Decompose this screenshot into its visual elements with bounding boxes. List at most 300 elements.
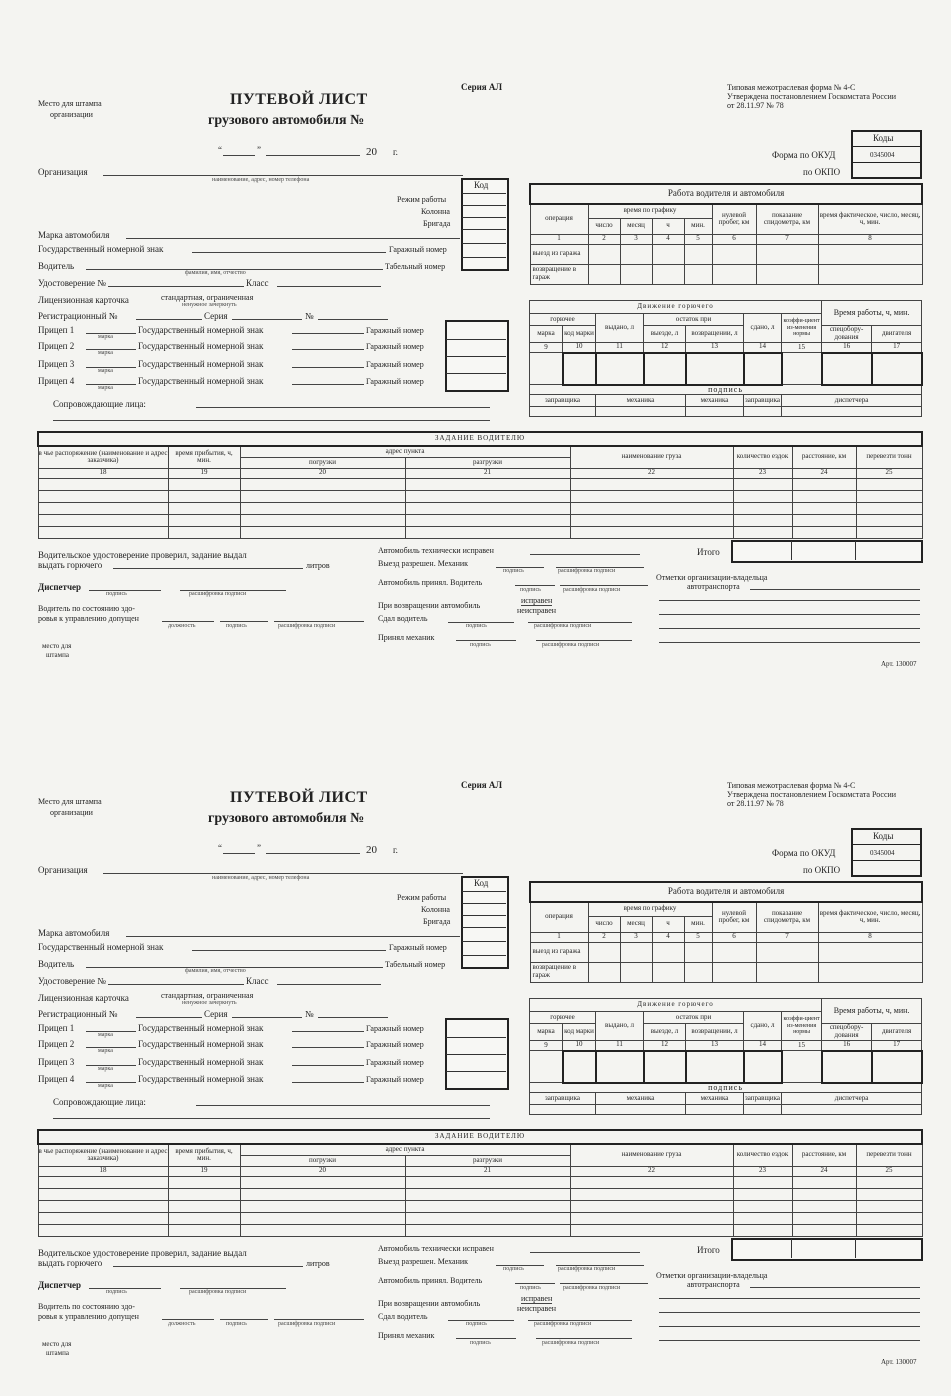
- marks-line-5[interactable]: [659, 642, 920, 643]
- accepted-mech-decode[interactable]: [536, 1338, 632, 1339]
- cell[interactable]: [652, 244, 684, 264]
- dispatcher-sig-hint: подпись: [106, 591, 127, 597]
- col-fuel-brand: марка: [530, 1024, 563, 1041]
- task-cell[interactable]: [405, 502, 570, 514]
- task-cell[interactable]: [733, 1188, 792, 1200]
- task-cell[interactable]: [792, 478, 856, 490]
- work-mode-label: Режим работы: [397, 195, 447, 204]
- license-card-value[interactable]: стандартная, ограниченная: [161, 293, 254, 302]
- class-field[interactable]: [277, 984, 381, 985]
- task-cell[interactable]: [38, 478, 168, 490]
- cell[interactable]: [596, 1105, 686, 1115]
- ok-option[interactable]: исправен: [521, 1294, 553, 1303]
- license-label: Удостоверение №: [38, 278, 106, 288]
- trailer-state-number-field[interactable]: [292, 1065, 364, 1066]
- exit-decode-hint: расшифровка подписи: [558, 568, 616, 574]
- task-cell[interactable]: [38, 1212, 168, 1224]
- task-cell[interactable]: [856, 514, 922, 526]
- cell[interactable]: [782, 1051, 822, 1083]
- task-cell[interactable]: [792, 1200, 856, 1212]
- cell[interactable]: [563, 353, 596, 385]
- marks-line-1[interactable]: [750, 1287, 920, 1288]
- cell[interactable]: [530, 1105, 596, 1115]
- task-cell[interactable]: [168, 1176, 240, 1188]
- state-number-field[interactable]: [192, 950, 386, 951]
- col-number: 14: [744, 1041, 782, 1051]
- task-cell[interactable]: [856, 526, 922, 538]
- task-cell[interactable]: [168, 478, 240, 490]
- task-cell[interactable]: [733, 1224, 792, 1236]
- position-hint: должность: [168, 623, 196, 629]
- task-cell[interactable]: [570, 514, 733, 526]
- col-number: 11: [596, 1041, 644, 1051]
- task-cell[interactable]: [570, 490, 733, 502]
- task-cell[interactable]: [570, 1176, 733, 1188]
- col-cargo: наименование груза: [570, 446, 733, 468]
- task-cell[interactable]: [792, 514, 856, 526]
- accept-decode-hint: расшифровка подписи: [563, 587, 621, 593]
- class-label: Класс: [246, 976, 269, 986]
- task-cell[interactable]: [792, 502, 856, 514]
- task-cell[interactable]: [856, 1188, 922, 1200]
- date-day-line[interactable]: [223, 155, 255, 156]
- total-box[interactable]: [731, 540, 923, 563]
- col-fuel: горючее: [530, 1012, 596, 1024]
- cell[interactable]: [620, 244, 652, 264]
- health-signature[interactable]: [220, 621, 268, 622]
- cell[interactable]: [684, 264, 712, 284]
- class-field[interactable]: [277, 286, 381, 287]
- escorts-field-2[interactable]: [53, 420, 490, 421]
- marks-line-3[interactable]: [659, 614, 920, 615]
- cell[interactable]: [620, 962, 652, 982]
- task-cell[interactable]: [240, 1212, 405, 1224]
- cell[interactable]: [644, 1051, 686, 1083]
- trailer-state-number-field[interactable]: [292, 1047, 364, 1048]
- col-number: 13: [686, 1041, 744, 1051]
- cell[interactable]: [818, 942, 922, 962]
- okud-value[interactable]: 0345004: [870, 849, 895, 857]
- car-brand-field[interactable]: [126, 238, 460, 239]
- task-cell[interactable]: [792, 1212, 856, 1224]
- date-month-line[interactable]: [266, 155, 360, 156]
- tech-ok-label: Автомобиль технически исправен: [378, 546, 494, 555]
- col-month: месяц: [620, 218, 652, 234]
- cell[interactable]: [744, 1051, 782, 1083]
- task-cell[interactable]: [856, 490, 922, 502]
- task-cell[interactable]: [168, 1200, 240, 1212]
- task-cell[interactable]: [405, 1188, 570, 1200]
- state-number-label: Государственный номерной знак: [38, 244, 164, 254]
- col-number: 17: [872, 343, 922, 353]
- task-cell[interactable]: [733, 1176, 792, 1188]
- col-actual-time: время фактическое, число, месяц, ч, мин.: [818, 902, 922, 932]
- health-signature[interactable]: [220, 1319, 268, 1320]
- task-cell[interactable]: [168, 514, 240, 526]
- task-cell[interactable]: [168, 490, 240, 502]
- cell[interactable]: [756, 962, 818, 982]
- task-cell[interactable]: [856, 1176, 922, 1188]
- not-ok-option[interactable]: неисправен: [517, 606, 557, 615]
- date-quote-open: “: [218, 843, 222, 853]
- cell[interactable]: [756, 244, 818, 264]
- task-cell[interactable]: [570, 1224, 733, 1236]
- organization-field[interactable]: [103, 175, 463, 176]
- task-cell[interactable]: [168, 526, 240, 538]
- task-cell[interactable]: [168, 1212, 240, 1224]
- position-hint: должность: [168, 1321, 196, 1327]
- task-cell[interactable]: [792, 1188, 856, 1200]
- trailer-state-number-label: Государственный номерной знак: [138, 341, 264, 351]
- series-field[interactable]: [232, 1017, 302, 1018]
- task-cell[interactable]: [240, 1176, 405, 1188]
- tech-ok-field[interactable]: [530, 554, 640, 555]
- health-label-2: ровья к управлению допущен: [38, 614, 139, 623]
- task-cell[interactable]: [570, 1212, 733, 1224]
- task-cell[interactable]: [856, 1224, 922, 1236]
- total-box[interactable]: [731, 1238, 923, 1261]
- car-accepted-signature[interactable]: [515, 585, 555, 586]
- health-decode[interactable]: [274, 1319, 364, 1320]
- organization-hint: наименование, адрес, номер телефона: [212, 177, 310, 183]
- col-fuel-code: код марки: [563, 1024, 596, 1041]
- cell[interactable]: [818, 244, 922, 264]
- col-number: 18: [38, 1166, 168, 1176]
- cell[interactable]: [686, 407, 744, 417]
- number-field[interactable]: [318, 319, 388, 320]
- cell[interactable]: [684, 962, 712, 982]
- escorts-field-2[interactable]: [53, 1118, 490, 1119]
- date-day-line[interactable]: [223, 853, 255, 854]
- codes-label: Коды: [873, 831, 894, 841]
- accepted-mech-decode[interactable]: [536, 640, 632, 641]
- registration-field[interactable]: [136, 1017, 202, 1018]
- cell[interactable]: [822, 1051, 872, 1083]
- cell[interactable]: [588, 264, 620, 284]
- col-remain-out: выезде, л: [644, 1024, 686, 1041]
- cell[interactable]: [872, 353, 922, 385]
- dispatcher-decode-hint: расшифровка подписи: [189, 591, 247, 597]
- task-cell[interactable]: [570, 478, 733, 490]
- task-cell[interactable]: [405, 490, 570, 502]
- task-cell[interactable]: [240, 1224, 405, 1236]
- col-coef: коэффи-циент из-менения нормы: [782, 1012, 822, 1041]
- health-decode[interactable]: [274, 621, 364, 622]
- liters-label: литров: [306, 1259, 330, 1268]
- task-cell[interactable]: [405, 1224, 570, 1236]
- cell[interactable]: [686, 1105, 744, 1115]
- handed-decode-hint: расшифровка подписи: [534, 623, 592, 629]
- task-cell[interactable]: [570, 502, 733, 514]
- marks-line-5[interactable]: [659, 1340, 920, 1341]
- trailer-state-number-field[interactable]: [292, 333, 364, 334]
- task-cell[interactable]: [733, 478, 792, 490]
- escorts-field[interactable]: [196, 1105, 490, 1106]
- task-cell[interactable]: [38, 1224, 168, 1236]
- marks-line-1[interactable]: [750, 589, 920, 590]
- task-cell[interactable]: [405, 526, 570, 538]
- handed-decode-hint: расшифровка подписи: [534, 1321, 592, 1327]
- trailer-state-number-field[interactable]: [292, 1031, 364, 1032]
- cell[interactable]: [530, 407, 596, 417]
- task-cell[interactable]: [733, 1212, 792, 1224]
- series-field-label: Серия: [204, 1009, 228, 1019]
- task-cell[interactable]: [168, 1188, 240, 1200]
- date-quote-open: “: [218, 145, 222, 155]
- marks-line-3[interactable]: [659, 1312, 920, 1313]
- task-cell[interactable]: [856, 502, 922, 514]
- cell[interactable]: [620, 942, 652, 962]
- license-card-hint: ненужное зачеркнуть: [182, 1000, 237, 1006]
- col-number: 5: [684, 234, 712, 244]
- issue-fuel-field[interactable]: [113, 568, 303, 569]
- task-cell[interactable]: [733, 502, 792, 514]
- cell[interactable]: [744, 1105, 782, 1115]
- cell[interactable]: [686, 353, 744, 385]
- escorts-label: Сопровождающие лица:: [53, 1097, 146, 1107]
- cell[interactable]: [684, 244, 712, 264]
- cell[interactable]: [744, 353, 782, 385]
- form-title: ПУТЕВОЙ ЛИСТ: [230, 91, 368, 108]
- cell[interactable]: [782, 1105, 922, 1115]
- task-cell[interactable]: [405, 1176, 570, 1188]
- ok-option[interactable]: исправен: [521, 596, 553, 605]
- cell[interactable]: [822, 353, 872, 385]
- task-cell[interactable]: [733, 1200, 792, 1212]
- task-cell[interactable]: [38, 1176, 168, 1188]
- license-field[interactable]: [108, 286, 244, 287]
- okud-label: Форма по ОКУД: [772, 150, 836, 160]
- task-cell[interactable]: [240, 478, 405, 490]
- cell[interactable]: [563, 1051, 596, 1083]
- marks-line-4[interactable]: [659, 628, 920, 629]
- task-cell[interactable]: [38, 1200, 168, 1212]
- col-number: 25: [856, 1166, 922, 1176]
- task-cell[interactable]: [168, 502, 240, 514]
- escorts-label: Сопровождающие лица:: [53, 399, 146, 409]
- form-note-2: Утверждена постановлением Госкомстата России: [727, 790, 897, 799]
- task-cell[interactable]: [240, 502, 405, 514]
- task-cell[interactable]: [405, 478, 570, 490]
- task-cell[interactable]: [856, 1200, 922, 1212]
- task-cell[interactable]: [570, 1200, 733, 1212]
- class-label: Класс: [246, 278, 269, 288]
- okud-value[interactable]: 0345004: [870, 151, 895, 159]
- not-ok-option[interactable]: неисправен: [517, 1304, 557, 1313]
- task-cell[interactable]: [570, 1188, 733, 1200]
- cell[interactable]: [782, 353, 822, 385]
- signature-role: диспетчера: [782, 1093, 922, 1105]
- task-cell[interactable]: [38, 502, 168, 514]
- task-cell[interactable]: [733, 514, 792, 526]
- col-number: 18: [38, 468, 168, 478]
- license-card-value[interactable]: стандартная, ограниченная: [161, 991, 254, 1000]
- form-title: ПУТЕВОЙ ЛИСТ: [230, 789, 368, 806]
- cell[interactable]: [744, 407, 782, 417]
- marks-line-2[interactable]: [659, 1298, 920, 1299]
- col-number: 9: [530, 343, 563, 353]
- task-cell[interactable]: [856, 1212, 922, 1224]
- task-cell[interactable]: [38, 1188, 168, 1200]
- trailer-state-number-field[interactable]: [292, 384, 364, 385]
- task-cell[interactable]: [792, 526, 856, 538]
- car-brand-field[interactable]: [126, 936, 460, 937]
- trailer-brand-hint: марка: [98, 368, 113, 374]
- task-cell[interactable]: [792, 1176, 856, 1188]
- cell[interactable]: [644, 353, 686, 385]
- task-cell[interactable]: [240, 1200, 405, 1212]
- liters-label: литров: [306, 561, 330, 570]
- trailer-label: Прицеп 1: [38, 325, 75, 335]
- task-cell[interactable]: [792, 490, 856, 502]
- marks-line-2[interactable]: [659, 600, 920, 601]
- work-table-title: Работа водителя и автомобиля: [530, 882, 922, 902]
- task-cell[interactable]: [168, 1224, 240, 1236]
- task-cell[interactable]: [240, 526, 405, 538]
- tab-number-label: Табельный номер: [385, 262, 446, 271]
- car-accepted-decode[interactable]: [560, 1283, 648, 1284]
- stamp-label: место для: [42, 642, 72, 650]
- cell[interactable]: [712, 962, 756, 982]
- form-subtitle: грузового автомобиля №: [208, 811, 365, 826]
- organization-hint: наименование, адрес, номер телефона: [212, 875, 310, 881]
- task-cell[interactable]: [405, 1200, 570, 1212]
- cell[interactable]: [712, 264, 756, 284]
- cell[interactable]: [818, 264, 922, 284]
- trailer-state-number-field[interactable]: [292, 367, 364, 368]
- fuel-table: [529, 300, 923, 417]
- col-number: 25: [856, 468, 922, 478]
- cell[interactable]: [652, 264, 684, 284]
- organization-field[interactable]: [103, 873, 463, 874]
- trailer-garage-label: Гаражный номер: [366, 1024, 424, 1033]
- marks-line-4[interactable]: [659, 1326, 920, 1327]
- cell[interactable]: [872, 1051, 922, 1083]
- cell[interactable]: [756, 942, 818, 962]
- cell[interactable]: [686, 1051, 744, 1083]
- task-cell[interactable]: [240, 514, 405, 526]
- task-cell[interactable]: [856, 478, 922, 490]
- col-number: 17: [872, 1041, 922, 1051]
- cell[interactable]: [652, 962, 684, 982]
- handed-sig-hint: подпись: [466, 623, 487, 629]
- col-number: 20: [240, 1166, 405, 1176]
- cell[interactable]: [588, 962, 620, 982]
- date-year: 20: [366, 146, 377, 158]
- fuel-table-title: Движение горючего: [530, 301, 822, 314]
- code-label: Код: [474, 878, 489, 888]
- col-special: спецобору-дования: [822, 326, 872, 343]
- cell[interactable]: [684, 942, 712, 962]
- trailer-state-number-field[interactable]: [292, 1082, 364, 1083]
- task-cell[interactable]: [405, 514, 570, 526]
- task-cell[interactable]: [240, 1188, 405, 1200]
- cell[interactable]: [782, 407, 922, 417]
- task-cell[interactable]: [38, 490, 168, 502]
- checked-label: Водительское удостоверение проверил, задание выдал: [38, 550, 247, 560]
- car-accepted-signature[interactable]: [515, 1283, 555, 1284]
- accepted-mech-signature[interactable]: [456, 1338, 516, 1339]
- trailer-brand-hint: марка: [98, 1048, 113, 1054]
- cell[interactable]: [712, 942, 756, 962]
- task-cell[interactable]: [570, 526, 733, 538]
- on-return-label: При возвращении автомобиль: [378, 1299, 481, 1308]
- cell[interactable]: [756, 264, 818, 284]
- license-label: Удостоверение №: [38, 976, 106, 986]
- col-fuel-code: код марки: [563, 326, 596, 343]
- cell[interactable]: [596, 1051, 644, 1083]
- cell[interactable]: [620, 264, 652, 284]
- cell[interactable]: [818, 962, 922, 982]
- cell[interactable]: [652, 942, 684, 962]
- trailer-state-number-label: Государственный номерной знак: [138, 376, 264, 386]
- registration-field[interactable]: [136, 319, 202, 320]
- position-field[interactable]: [162, 621, 214, 622]
- state-number-field[interactable]: [192, 252, 386, 253]
- task-cell[interactable]: [405, 1212, 570, 1224]
- signature-role: механика: [686, 1093, 744, 1105]
- car-brand-label: Марка автомобиля: [38, 230, 110, 240]
- number-field[interactable]: [318, 1017, 388, 1018]
- task-cell[interactable]: [240, 490, 405, 502]
- escorts-field[interactable]: [196, 407, 490, 408]
- col-month: месяц: [620, 916, 652, 932]
- car-accepted-decode[interactable]: [560, 585, 648, 586]
- cell[interactable]: [596, 407, 686, 417]
- cell[interactable]: [530, 353, 563, 385]
- col-engine: двигателя: [872, 326, 922, 343]
- task-cell[interactable]: [733, 490, 792, 502]
- col-schedule: время по графику: [588, 902, 712, 916]
- trailer-label: Прицеп 1: [38, 1023, 75, 1033]
- cell[interactable]: [712, 244, 756, 264]
- series-field-label: Серия: [204, 311, 228, 321]
- signature-role: механика: [686, 395, 744, 407]
- driver-hint: фамилия, имя, отчество: [185, 270, 246, 276]
- col-issued: выдано, л: [596, 314, 644, 343]
- accepted-mech-signature[interactable]: [456, 640, 516, 641]
- health-sig-hint: подпись: [226, 623, 247, 629]
- date-month-line[interactable]: [266, 853, 360, 854]
- cell[interactable]: [530, 1051, 563, 1083]
- form-note-1: Типовая межотраслевая форма № 4-С: [727, 781, 856, 790]
- work-table: [529, 183, 923, 285]
- task-cell[interactable]: [733, 526, 792, 538]
- exit-decode-hint: расшифровка подписи: [558, 1266, 616, 1272]
- col-number: 10: [563, 1041, 596, 1051]
- tech-ok-field[interactable]: [530, 1252, 640, 1253]
- issue-fuel-field[interactable]: [113, 1266, 303, 1267]
- task-cell[interactable]: [38, 514, 168, 526]
- col-unloading: разгрузки: [405, 457, 570, 468]
- signature-role: механика: [596, 395, 686, 407]
- okpo-label: по ОКПО: [803, 167, 841, 177]
- col-remain-back: возвращении, л: [686, 1024, 744, 1041]
- task-cell[interactable]: [792, 1224, 856, 1236]
- trailer-garage-label: Гаражный номер: [366, 377, 424, 386]
- total-label: Итого: [697, 1245, 720, 1255]
- cell[interactable]: [596, 353, 644, 385]
- task-cell[interactable]: [38, 526, 168, 538]
- cell[interactable]: [588, 244, 620, 264]
- form-subtitle: грузового автомобиля №: [208, 113, 365, 128]
- series-field[interactable]: [232, 319, 302, 320]
- position-field[interactable]: [162, 1319, 214, 1320]
- cell[interactable]: [588, 942, 620, 962]
- col-remain-back: возвращении, л: [686, 326, 744, 343]
- trailer-state-number-field[interactable]: [292, 349, 364, 350]
- license-field[interactable]: [108, 984, 244, 985]
